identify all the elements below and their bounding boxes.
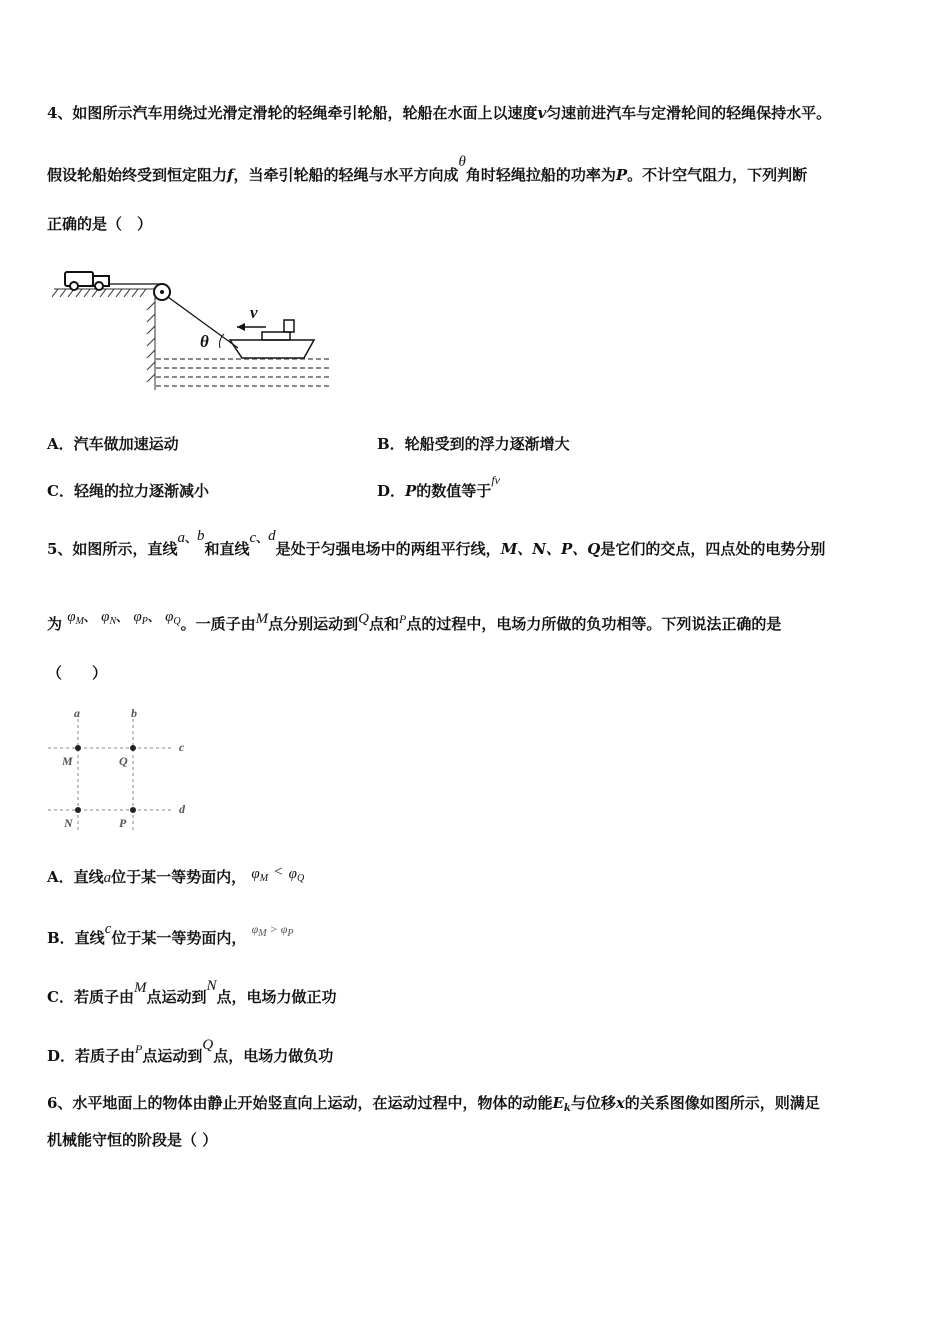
q4-line2: 假设轮船始终受到恒定阻力f，当牵引轮船的轻绳与水平方向成θ角时轻绳拉船的功率为P。不计空气阻力，下列判断 (47, 154, 808, 184)
point-Q (130, 745, 136, 751)
fig-Q: Q (119, 754, 128, 768)
fig-M: M (62, 754, 73, 768)
q4-figure (52, 262, 337, 394)
q4-optA[interactable]: A．汽车做加速运动 (47, 435, 179, 453)
fig-N: N (64, 816, 73, 830)
fig-d: d (179, 802, 185, 816)
q6-line1: 6、水平地面上的物体由静止开始竖直向上运动，在运动过程中，物体的动能$E_k$与位移x的关系图像如图所示，则满足 (47, 1094, 820, 1114)
fig-b: b (131, 706, 137, 720)
point-P (130, 807, 136, 813)
q5-figure (46, 705, 196, 833)
car-icon (65, 272, 109, 290)
point-N (75, 807, 81, 813)
q6-line2: 机械能守恒的阶段是（ ） (47, 1131, 218, 1149)
q4-optB[interactable]: B．轮船受到的浮力逐渐增大 (377, 435, 570, 453)
q4-line1: 4、如图所示汽车用绕过光滑定滑轮的轻绳牵引轮船，轮船在水面上以速度v匀速前进汽车与定滑轮间的轻绳保持水平。 (47, 104, 832, 122)
q5-line1: 5、如图所示，直线a、b和直线c、d是处于匀强电场中的两组平行线，M、N、P、Q是它们的交点，四点处的电势分别 (47, 528, 826, 558)
fig-v: v (250, 303, 258, 322)
fig-c: c (179, 740, 185, 754)
q5-optA[interactable]: A．直线a位于某一等势面内， $\varphi_M < \varphi_Q$ (47, 864, 305, 886)
q4-line3: 正确的是（ ） (47, 215, 153, 233)
q5-line2: 为 $\varphi_M^、$ $\varphi_N^、$ $\varphi_P^、$ $\varphi_Q$。一质子由M点分别运动到Q点和$^P$点的过程中，电场力所做的负功相等。下列说法正确的是 (47, 609, 782, 633)
fig-a: a (74, 706, 80, 720)
q4-optD[interactable]: D．P的数值等于$^{fv}$ (377, 473, 500, 500)
q5-optD[interactable]: D．若质子由$^P$点运动到Q点，电场力做负功 (47, 1037, 334, 1065)
point-M (75, 745, 81, 751)
q5-line3: （ ） (47, 664, 108, 682)
fig-P: P (119, 816, 127, 830)
q5-optC[interactable]: C．若质子由M点运动到N点，电场力做正功 (47, 978, 337, 1006)
q5-optB[interactable]: B．直线c位于某一等势面内， $^{\varphi_M > \varphi_P}$ (47, 921, 294, 947)
fig-theta: θ (200, 332, 209, 351)
q4-optC[interactable]: C．轻绳的拉力逐渐减小 (47, 482, 209, 500)
